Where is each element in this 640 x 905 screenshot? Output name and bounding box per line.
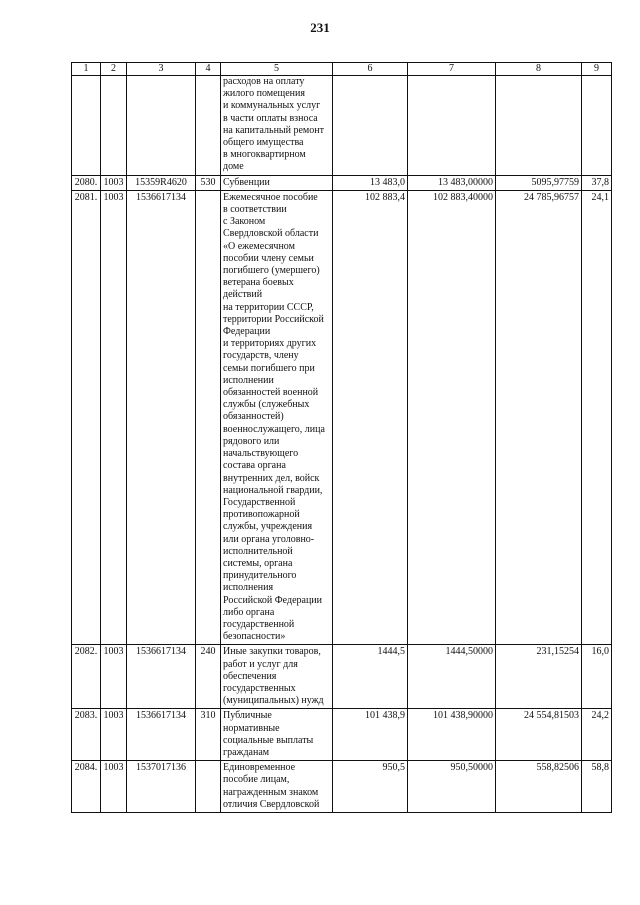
- percent-cell: 58,8: [582, 761, 612, 813]
- name-line: Федерации: [223, 326, 271, 338]
- name-cell: [221, 175, 333, 190]
- page-number: 231: [310, 20, 330, 35]
- executed-amount-cell: 24 785,96757: [496, 190, 582, 645]
- column-header: 4: [196, 63, 221, 76]
- name-line: пособии члену семьи: [223, 252, 314, 264]
- approved-amount-cell: 102 883,4: [333, 190, 408, 645]
- name-line: военнослужащего, лица: [223, 423, 325, 435]
- percent-cell: 37,8: [582, 175, 612, 190]
- name-line: и территориях других: [223, 338, 317, 350]
- name-line: награжденным знаком: [223, 786, 319, 798]
- column-header: 3: [127, 63, 196, 76]
- column-header: 1: [72, 63, 101, 76]
- expense-type-cell: 530: [196, 175, 221, 190]
- table-row: [72, 709, 612, 761]
- name-cell: [221, 761, 333, 813]
- table-row: [72, 761, 612, 813]
- section-code-cell: 1003: [101, 761, 127, 813]
- name-line: службы, учреждения: [223, 521, 313, 533]
- name-line: Публичные: [223, 710, 272, 722]
- name-line: обязанностей): [223, 411, 284, 423]
- name-line: обеспечения: [223, 670, 277, 682]
- table-row: [72, 645, 612, 709]
- name-line: начальствующего: [223, 448, 299, 460]
- name-line: службы (служебных: [223, 399, 310, 411]
- name-line: Свердловской области: [223, 228, 319, 240]
- name-line: на капитальный ремонт: [223, 124, 324, 136]
- name-line: Российской Федерации: [223, 594, 323, 606]
- clarified-amount-cell: 101 438,90000: [408, 709, 496, 761]
- continuation-row: [72, 76, 612, 176]
- name-line: безопасности»: [223, 631, 286, 643]
- empty-cell: [72, 76, 101, 176]
- name-line: исполнительной: [223, 545, 293, 557]
- name-line: жилого помещения: [223, 88, 305, 100]
- name-line: с Законом: [223, 216, 266, 228]
- budget-table: [71, 62, 612, 813]
- table-row: [72, 190, 612, 645]
- row-number-cell: 2081.: [72, 190, 101, 645]
- empty-cell: [582, 76, 612, 176]
- empty-cell: [196, 76, 221, 176]
- name-line: или органа уголовно-: [223, 533, 315, 545]
- name-cell: [221, 645, 333, 709]
- name-line: доме: [223, 161, 244, 173]
- section-code-cell: 1003: [101, 645, 127, 709]
- approved-amount-cell: 950,5: [333, 761, 408, 813]
- executed-amount-cell: 231,15254: [496, 645, 582, 709]
- percent-cell: 24,2: [582, 709, 612, 761]
- approved-amount-cell: 13 483,0: [333, 175, 408, 190]
- name-line: территории Российской: [223, 313, 324, 325]
- name-line: системы, органа: [223, 557, 293, 569]
- name-line: социальные выплаты: [223, 734, 314, 746]
- name-line: Субвенции: [223, 176, 270, 188]
- name-line: национальной гвардии,: [223, 484, 323, 496]
- name-line: в многоквартирном: [223, 149, 306, 161]
- column-header: 5: [221, 63, 333, 76]
- name-line: Иные закупки товаров,: [223, 646, 321, 658]
- name-line: государств, члену: [223, 350, 299, 362]
- name-line: расходов на оплату: [223, 76, 305, 87]
- executed-amount-cell: 5095,97759: [496, 175, 582, 190]
- name-line: противопожарной: [223, 509, 300, 521]
- name-line: исполнении: [223, 374, 274, 386]
- executed-amount-cell: 558,82506: [496, 761, 582, 813]
- name-line: действий: [223, 289, 263, 301]
- name-line: внутренних дел, войск: [223, 472, 320, 484]
- column-header: 7: [408, 63, 496, 76]
- empty-cell: [101, 76, 127, 176]
- target-code-cell: 15359R4620: [127, 175, 196, 190]
- name-line: отличия Свердловской: [223, 798, 320, 810]
- name-line: в части оплаты взноса: [223, 112, 318, 124]
- name-cell: [221, 190, 333, 645]
- name-line: Единовременное: [223, 762, 296, 774]
- percent-cell: 16,0: [582, 645, 612, 709]
- section-code-cell: 1003: [101, 190, 127, 645]
- name-line: состава органа: [223, 460, 286, 472]
- row-number-cell: 2084.: [72, 761, 101, 813]
- section-code-cell: 1003: [101, 709, 127, 761]
- name-line: либо органа: [223, 606, 275, 618]
- name-line: (муниципальных) нужд: [223, 695, 324, 707]
- name-line: обязанностей военной: [223, 387, 319, 399]
- expense-type-cell: 240: [196, 645, 221, 709]
- name-line: гражданам: [223, 746, 270, 758]
- name-line: рядового или: [223, 435, 280, 447]
- row-number-cell: 2083.: [72, 709, 101, 761]
- name-line: принудительного: [223, 570, 297, 582]
- empty-cell: [496, 76, 582, 176]
- target-code-cell: 1536617134: [127, 645, 196, 709]
- column-header: 2: [101, 63, 127, 76]
- continuation-name-cell: [221, 76, 333, 176]
- name-line: государственной: [223, 618, 295, 630]
- empty-cell: [333, 76, 408, 176]
- target-code-cell: 1536617134: [127, 709, 196, 761]
- percent-cell: 24,1: [582, 190, 612, 645]
- empty-cell: [127, 76, 196, 176]
- clarified-amount-cell: 102 883,40000: [408, 190, 496, 645]
- empty-cell: [408, 76, 496, 176]
- expense-type-cell: 310: [196, 709, 221, 761]
- name-line: в соответствии: [223, 204, 287, 216]
- section-code-cell: 1003: [101, 175, 127, 190]
- name-line: нормативные: [223, 722, 280, 734]
- name-line: Государственной: [223, 496, 296, 508]
- name-line: семьи погибшего при: [223, 362, 315, 374]
- target-code-cell: 1537017136: [127, 761, 196, 813]
- row-number-cell: 2080.: [72, 175, 101, 190]
- name-line: общего имущества: [223, 137, 304, 149]
- name-line: на территории СССР,: [223, 301, 314, 313]
- executed-amount-cell: 24 554,81503: [496, 709, 582, 761]
- clarified-amount-cell: 13 483,00000: [408, 175, 496, 190]
- row-number-cell: 2082.: [72, 645, 101, 709]
- approved-amount-cell: 101 438,9: [333, 709, 408, 761]
- name-line: пособие лицам,: [223, 774, 290, 786]
- name-line: и коммунальных услуг: [223, 100, 321, 112]
- column-header: 8: [496, 63, 582, 76]
- name-line: исполнения: [223, 582, 274, 594]
- name-line: государственных: [223, 682, 296, 694]
- name-line: погибшего (умершего): [223, 265, 320, 277]
- table-row: [72, 175, 612, 190]
- approved-amount-cell: 1444,5: [333, 645, 408, 709]
- expense-type-cell: [196, 761, 221, 813]
- clarified-amount-cell: 1444,50000: [408, 645, 496, 709]
- column-header: 6: [333, 63, 408, 76]
- column-header: 9: [582, 63, 612, 76]
- expense-type-cell: [196, 190, 221, 645]
- name-cell: [221, 709, 333, 761]
- target-code-cell: 1536617134: [127, 190, 196, 645]
- name-line: «О ежемесячном: [223, 240, 295, 252]
- name-line: ветерана боевых: [223, 277, 294, 289]
- name-line: Ежемесячное пособие: [223, 191, 318, 203]
- name-line: работ и услуг для: [223, 658, 298, 670]
- clarified-amount-cell: 950,50000: [408, 761, 496, 813]
- table-header-row: [72, 63, 612, 76]
